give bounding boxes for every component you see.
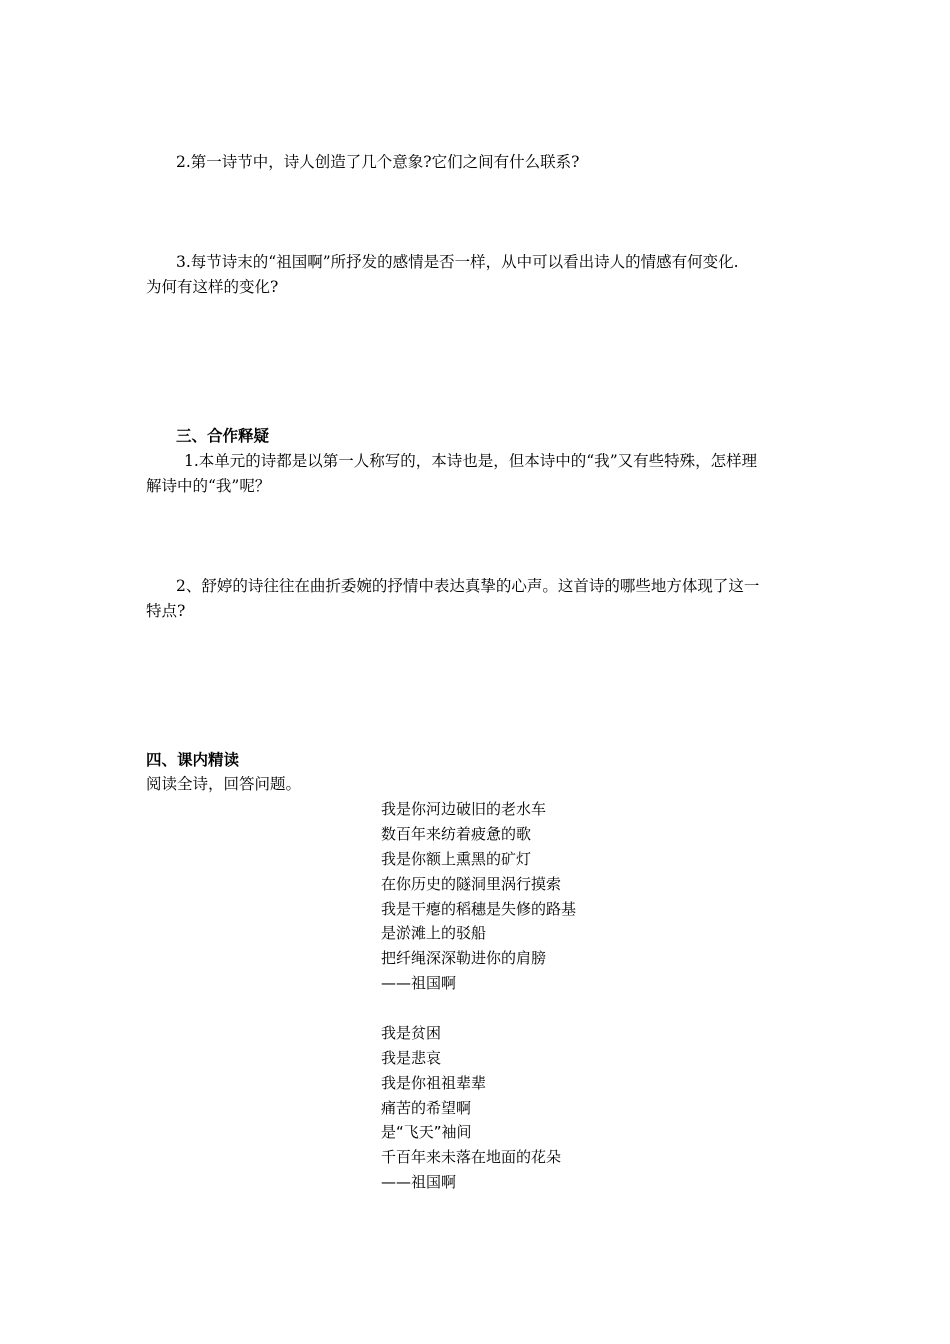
section-3-heading: 三、合作释疑 <box>176 427 270 445</box>
poem-line: 是“飞天”袖间 <box>381 1123 472 1141</box>
poem-line: 把纤绳深深勒进你的肩膀 <box>381 949 547 967</box>
poem-line: 我是干瘪的稻穗是失修的路基 <box>381 900 577 918</box>
poem-line: ——祖国啊 <box>381 1173 457 1191</box>
question-2: 2.第一诗节中，诗人创造了几个意象?它们之间有什么联系? <box>176 153 580 171</box>
poem-line: ——祖国啊 <box>381 974 457 992</box>
poem-line: 我是你额上熏黑的矿灯 <box>381 850 532 868</box>
section-3-question-1-line-2: 解诗中的“我”呢？ <box>146 477 271 495</box>
poem-line: 我是悲哀 <box>381 1049 442 1067</box>
poem-line: 我是你河边破旧的老水车 <box>381 800 547 818</box>
poem-line: 我是你祖祖辈辈 <box>381 1074 487 1092</box>
section-4-heading: 四、课内精读 <box>146 751 240 769</box>
poem-line: 在你历史的隧洞里涡行摸索 <box>381 875 562 893</box>
poem-line: 痛苦的希望啊 <box>381 1099 472 1117</box>
question-3-line-1: 3.每节诗末的“祖国啊”所抒发的感情是否一样，从中可以看出诗人的情感有何变化. <box>176 253 739 271</box>
question-3-line-2: 为何有这样的变化? <box>146 278 279 296</box>
poem-line: 千百年来未落在地面的花朵 <box>381 1148 562 1166</box>
section-3-question-1-line-1: 1.本单元的诗都是以第一人称写的，本诗也是，但本诗中的“我”又有些特殊，怎样理 <box>184 452 758 470</box>
section-4-instruction: 阅读全诗，回答问题。 <box>146 775 302 793</box>
section-3-question-2-line-1: 2、舒婷的诗往往在曲折委婉的抒情中表达真挚的心声。这首诗的哪些地方体现了这一 <box>176 577 760 595</box>
section-3-question-2-line-2: 特点? <box>146 602 186 620</box>
poem-line: 是淤滩上的驳船 <box>381 924 487 942</box>
poem-line: 我是贫困 <box>381 1024 442 1042</box>
poem-line: 数百年来纺着疲惫的歌 <box>381 825 532 843</box>
